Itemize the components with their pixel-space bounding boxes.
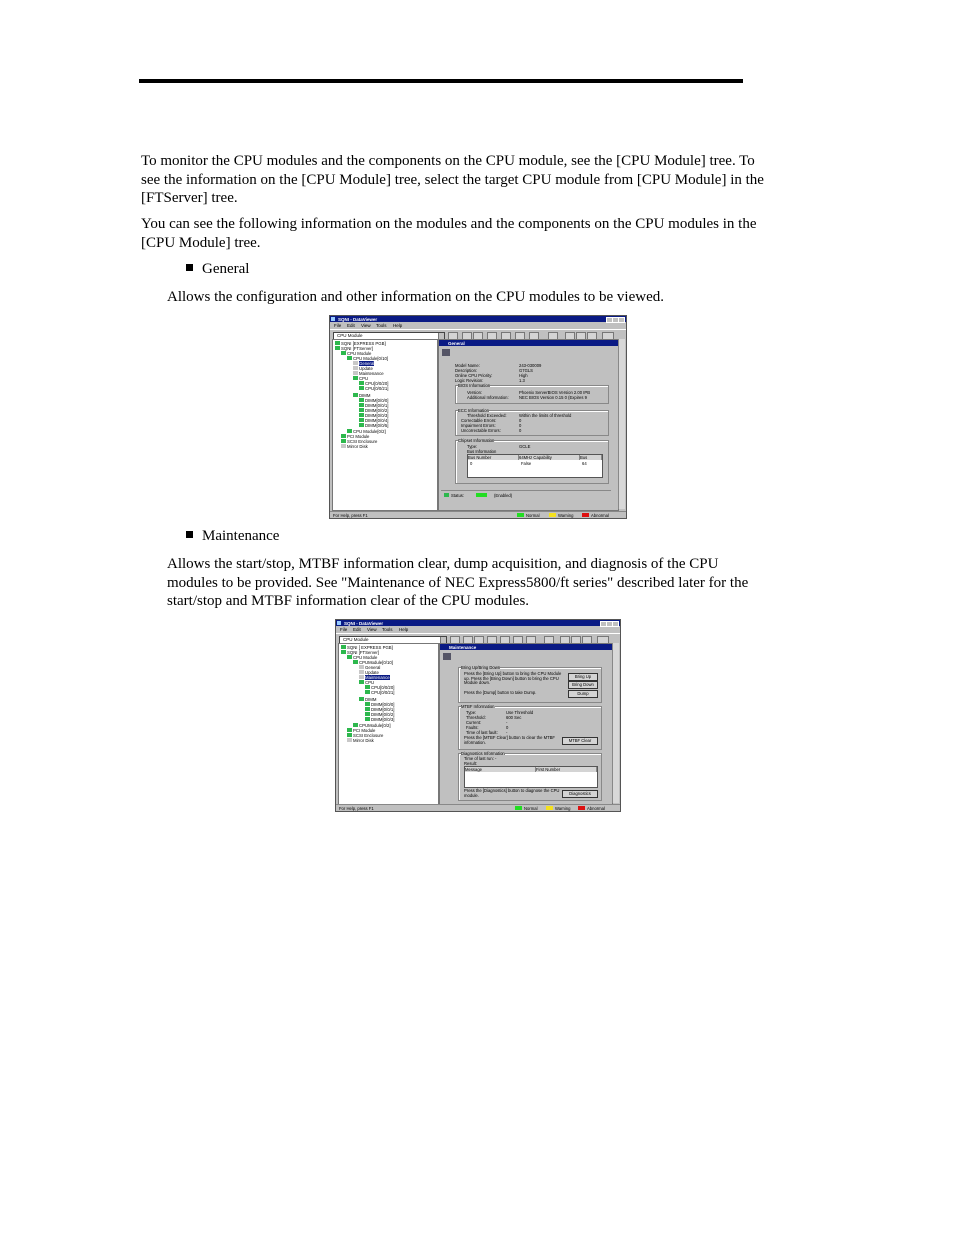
paragraph-info: You can see the following information on the modules and the components on the CPU modules in the [CPU Module] tree. <box>141 216 757 251</box>
tree-node[interactable]: Maintenance <box>353 371 384 376</box>
tree-node[interactable]: SQNI [FTServer] <box>341 650 379 655</box>
tree-node[interactable]: SQNI [EXPRESS PGB] <box>335 341 386 346</box>
window-title: SQNI - DataViewer <box>338 316 378 322</box>
normal-swatch <box>517 513 524 517</box>
field-label: Online CPU Priority: <box>455 373 493 378</box>
dump-description: Press the [Dump] button to take Dump. <box>464 690 537 695</box>
bring-up-button[interactable]: Bring Up <box>568 673 598 681</box>
menu-file[interactable]: File <box>334 322 342 328</box>
pane-title: Maintenance <box>449 644 477 650</box>
pane-title: General <box>448 340 465 346</box>
tree-node[interactable]: General <box>359 665 380 670</box>
paragraph-maintenance: Allows the start/stop, MTBF information clear, dump acquisition, and diagnosis of the CPU modules to be provided. See "Maintenance of NEC Express5800/ft series" described later for the start/stop and MTBF information clear of the CPU modules. <box>167 556 749 609</box>
menu-help[interactable]: Help <box>393 322 403 328</box>
menu-edit[interactable]: Edit <box>353 626 361 632</box>
field-label: Impairment Errors: <box>461 423 496 428</box>
tree-node-selected[interactable]: Maintenance <box>359 675 390 680</box>
column-header[interactable]: 64MHz Capability <box>519 455 580 460</box>
field-value: High <box>519 373 528 378</box>
tree-node[interactable]: DIMM[0/0/1] <box>365 707 394 712</box>
cpu-module-icon <box>442 349 450 356</box>
app-icon <box>337 621 341 625</box>
field-value: Within the limits of threshold <box>519 413 572 418</box>
diagnostics-time: Time of last run: - <box>464 756 497 761</box>
status-icon <box>444 493 449 497</box>
field-label: Current: <box>466 720 482 725</box>
ecc-group-label: ECC Information <box>458 408 489 413</box>
legend-normal: Normal <box>526 512 540 518</box>
diagnostics-table[interactable] <box>464 766 598 788</box>
window-title: SQNI - DataViewer <box>344 620 384 626</box>
tree-node[interactable]: CPUModule[0/2] <box>353 723 391 728</box>
tree-node[interactable]: DIMM[0/0/3] <box>359 413 388 418</box>
tree-node[interactable]: Update <box>353 366 373 371</box>
toolbar <box>336 633 620 643</box>
field-label: Additional Information: <box>467 395 509 400</box>
field-label: Logic Revision: <box>455 378 484 383</box>
menu-file[interactable]: File <box>340 626 348 632</box>
cpu-module-icon <box>443 653 451 660</box>
bullet-square-icon <box>186 531 193 538</box>
warning-swatch <box>549 513 556 517</box>
detail-pane <box>438 339 619 511</box>
mtbf-clear-button[interactable]: MTBF Clear <box>562 737 598 745</box>
tree-node[interactable]: CPU[0/0/21] <box>365 690 394 695</box>
bullet-maintenance <box>186 527 279 545</box>
field-label: Uncorrectable Errors: <box>461 428 501 433</box>
tree-node[interactable]: PCI Module <box>341 434 369 439</box>
bullet-general <box>186 260 249 278</box>
field-value: GCLE <box>519 444 531 449</box>
divider <box>441 490 611 491</box>
warning-swatch <box>546 806 553 810</box>
tree-node[interactable]: CPU Module[0/10] <box>347 356 388 361</box>
bring-description: Press the [Bring Up] button to bring the CPU Module up. Press the [Bring Down] button to bring the CPU Module down. <box>464 671 562 686</box>
bullet-square-icon <box>186 264 193 271</box>
table-cell: 64 <box>582 461 587 466</box>
field-value: - <box>506 730 508 735</box>
dump-button[interactable]: Dump <box>568 690 598 698</box>
field-value: Phoenix ServerBIOS Version 2.00 IPB <box>519 390 590 395</box>
tree-node[interactable]: SQNI [ EXPRESS PGB] <box>341 645 393 650</box>
paragraph-general: Allows the configuration and other information on the CPU modules to be viewed. <box>167 289 664 305</box>
field-label: Threshold Exceeded: <box>467 413 507 418</box>
bullet-general-label: General <box>202 261 250 277</box>
tree-node-selected[interactable]: General <box>353 361 374 366</box>
tree-node[interactable]: PCI Module <box>347 728 375 733</box>
abnormal-swatch <box>582 513 589 517</box>
field-value: 1.3 <box>519 378 525 383</box>
bios-group-label: BIOS Information <box>458 383 491 388</box>
vertical-scrollbar[interactable] <box>618 339 625 509</box>
menu-bar <box>336 626 620 632</box>
field-value: Use Threshold <box>506 710 534 715</box>
field-label: Type: <box>467 444 478 449</box>
column-header[interactable]: First Number <box>536 767 597 772</box>
field-value: 600 Sec <box>506 715 522 720</box>
menu-tools[interactable]: Tools <box>382 626 393 632</box>
tree-node[interactable]: CPU Module <box>341 351 371 356</box>
status-text: For Help, press F1 <box>339 805 374 811</box>
toolbar <box>330 329 626 339</box>
header-rule <box>139 79 743 83</box>
column-header[interactable]: Bus <box>580 455 602 460</box>
legend-abnormal: Abnormal <box>587 805 605 811</box>
tree-node[interactable]: DIMM[0/0/0] <box>359 398 388 403</box>
field-value: NEC BIOS Version 0.15 0 (Expires 9 <box>519 395 587 400</box>
tree-node[interactable]: SCSI Enclosure <box>347 733 383 738</box>
table-cell: 0 <box>470 461 473 466</box>
field-value: G7GLS <box>519 368 533 373</box>
chipset-group-label: Chipset Information <box>458 438 495 443</box>
field-label: Faults: <box>466 725 479 730</box>
paragraph-intro: To monitor the CPU modules and the components on the CPU module, see the [CPU Module] tree. To see the information on the [CPU Module] tree, select the target CPU module from [CPU Module] in the [FTServer] tree. <box>141 153 764 206</box>
tree-node[interactable]: DIMM <box>353 393 370 398</box>
field-value: 0 <box>506 725 509 730</box>
menu-help[interactable]: Help <box>399 626 409 632</box>
tree-node[interactable]: Mirror Disk <box>341 444 368 449</box>
tree-node[interactable]: DIMM[0/0/4] <box>359 418 388 423</box>
bus-table[interactable] <box>467 454 603 478</box>
mtbf-description: Press the [MTBF Clear] button to clear the MTBF information. <box>464 735 555 745</box>
tree-node[interactable]: DIMM <box>359 697 376 702</box>
status-indicator <box>476 493 487 497</box>
tree-node[interactable]: DIMM[0/0/2] <box>365 712 394 717</box>
tree-node[interactable]: DIMM[0/0/5] <box>359 423 388 428</box>
field-value: 0 <box>519 428 522 433</box>
tree-node[interactable]: DIMM[0/0/2] <box>359 408 388 413</box>
status-text: For Help, press F1 <box>333 512 368 518</box>
tree-node[interactable]: CPU <box>353 376 368 381</box>
screenshot-maintenance <box>335 619 621 812</box>
column-header[interactable]: Bus Number <box>468 455 519 460</box>
field-label: Type: <box>466 710 477 715</box>
menu-tools[interactable]: Tools <box>376 322 387 328</box>
tree-node[interactable]: CPU Module <box>347 655 377 660</box>
bring-down-button[interactable]: Bring Down <box>568 681 598 689</box>
bring-group-label: Bring Up/Bring Down <box>461 665 501 670</box>
tree-view[interactable] <box>332 339 438 511</box>
abnormal-swatch <box>578 806 585 810</box>
diagnostics-description: Press the [Diagnostics] button to diagnose the CPU module. <box>464 788 560 798</box>
tree-node[interactable]: CPU <box>359 680 374 685</box>
tree-view[interactable] <box>338 643 439 805</box>
diagnostics-result: Result: <box>464 761 478 766</box>
diagnostics-button[interactable]: Diagnostics <box>562 790 598 798</box>
tree-node[interactable]: Update <box>359 670 379 675</box>
status-value: (Enabled) <box>494 493 513 498</box>
field-value: - <box>506 720 508 725</box>
tree-combo-value: CPU Module <box>343 637 369 642</box>
pane-header <box>440 644 612 650</box>
field-label: Description: <box>455 368 478 373</box>
legend-normal: Normal <box>524 805 538 811</box>
column-header[interactable]: Message <box>465 767 536 772</box>
diagnostics-group-label: Diagnostics Information <box>461 751 505 756</box>
mtbf-group-label: MTBF Information <box>461 704 495 709</box>
tree-node[interactable]: CPUModule[0/10] <box>353 660 393 665</box>
tree-node[interactable]: CPU[0/0/20] <box>359 381 388 386</box>
table-cell: False <box>521 461 532 466</box>
tree-node[interactable]: CPU[0/0/21] <box>359 386 388 391</box>
status-bar <box>336 804 620 811</box>
tree-node[interactable]: DIMM[0/0/1] <box>359 403 388 408</box>
field-label: Threshold: <box>466 715 486 720</box>
tree-node[interactable]: SQNI [FTServer] <box>335 346 373 351</box>
normal-swatch <box>515 806 522 810</box>
menu-view[interactable]: View <box>361 322 371 328</box>
detail-pane <box>439 643 613 805</box>
legend-warning: Warning <box>558 512 574 518</box>
tree-node[interactable]: DIMM[0/0/3] <box>365 717 394 722</box>
status-bar <box>330 511 626 518</box>
field-label: Correctable Errors: <box>461 418 497 423</box>
pane-header <box>439 340 618 346</box>
field-value: 0 <box>519 418 522 423</box>
vertical-scrollbar[interactable] <box>612 643 619 803</box>
menu-edit[interactable]: Edit <box>347 322 355 328</box>
menu-view[interactable]: View <box>367 626 377 632</box>
field-label: Model Name: <box>455 363 480 368</box>
status-label: Status: <box>451 493 465 498</box>
field-label: Time of last fault: <box>466 730 498 735</box>
screenshot-general <box>329 315 627 519</box>
field-value: 243-030009 <box>519 363 542 368</box>
bus-info-label: Bus Information <box>467 449 497 454</box>
tree-node[interactable]: SCSI Enclosure <box>341 439 377 444</box>
tree-node[interactable]: Mirror Disk <box>347 738 374 743</box>
tree-node[interactable]: CPU[0/0/20] <box>365 685 394 690</box>
field-value: 0 <box>519 423 522 428</box>
tree-node[interactable]: DIMM[0/0/0] <box>365 702 394 707</box>
bullet-maintenance-label: Maintenance <box>202 528 280 544</box>
app-icon <box>331 317 335 321</box>
menu-bar <box>330 322 626 328</box>
tree-node[interactable]: CPU Module[0/2] <box>347 429 386 434</box>
legend-warning: Warning <box>555 805 571 811</box>
tree-combo-value: CPU Module <box>337 333 363 338</box>
legend-abnormal: Abnormal <box>591 512 609 518</box>
field-label: Version: <box>467 390 483 395</box>
